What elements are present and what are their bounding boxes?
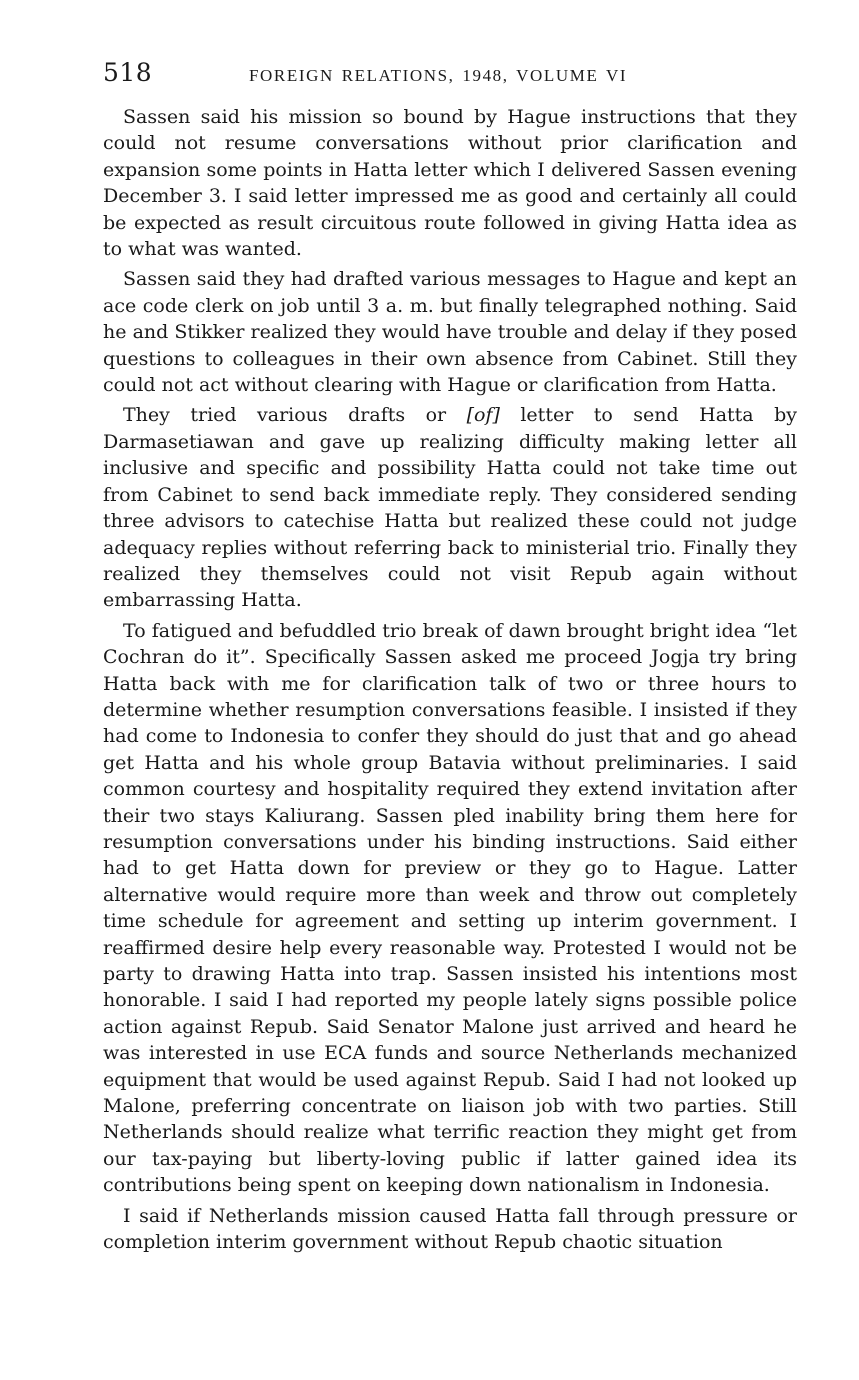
body-text xyxy=(103,104,797,1259)
paragraph: I said if Netherlands mission caused Hatta fall through pressure or completion interim government without Repub chaotic situation xyxy=(103,1204,797,1254)
page-number: 518 xyxy=(103,58,153,87)
running-head: FOREIGN RELATIONS, 1948, VOLUME VI xyxy=(249,66,628,85)
paragraph: Sassen said his mission so bound by Hague instructions that they could not resume conversations without prior clarification and expansion some points in Hatta letter which I delivered Sassen evening December 3. I said letter impressed me as good and certainly all could be expected as result circuitous route followed in giving Hatta idea as to what was wanted. xyxy=(103,106,797,261)
paragraph: To fatigued and befuddled trio break of dawn brought bright idea “let Cochran do it”. Specifically Sassen asked me proceed Jogja try bring Hatta back with me for clarification talk of two or three hours to determine whether resumption conversations feasible. I insisted if they had come to Indonesia to confer they should do just that and go ahead get Hatta and his whole group Batavia without preliminaries. I said common courtesy and hospitality required they extend invitation after their two stays Kaliurang. Sassen pled inability bring them here for resumption conversations under his binding instructions. Said either had to get Hatta down for preview or they go to Hague. Latter alternative would require more than week and throw out completely time schedule for agreement and setting up interim government. I reaffirmed desire help every reasonable way. Protested I would not be party to drawing Hatta into trap. Sassen insisted his intentions most honorable. I said I had reported my people lately signs possible police action against Repub. Said Senator Malone just arrived and heard he was interested in use ECA funds and source Netherlands mechanized equipment that would be used against Repub. Said I had not looked up Malone, preferring concentrate on liaison job with two parties. Still Netherlands should realize what terrific reaction they might get from our tax-paying but liberty-loving public if latter gained idea its contributions being spent on keeping down nationalism in Indonesia. xyxy=(103,619,797,1197)
paragraph-text-after-insert: letter to send Hatta by Darmasetiawan and gave up realizing difficulty making letter all inclusive and specific and possibility Hatta could not take time out from Cabinet to send back immediate reply. They considered sending three advisors to catechise Hatta but realized these could not judge adequacy replies without referring back to ministerial trio. Finally they realized they themselves could not visit Repub again without embarrassing Hatta. xyxy=(103,404,797,612)
page-header xyxy=(103,58,803,90)
paragraph xyxy=(103,402,797,613)
editorial-insert: [of] xyxy=(466,404,500,427)
paragraph: Sassen said they had drafted various messages to Hague and kept an ace code clerk on job until 3 a. m. but finally telegraphed nothing. Said he and Stikker realized they would have trouble and delay if they posed questions to colleagues in their own absence from Cabinet. Still they could not act without clearing with Hague or clarification from Hatta. xyxy=(103,268,797,397)
paragraph-text-before-insert: They tried various drafts or xyxy=(123,404,467,427)
